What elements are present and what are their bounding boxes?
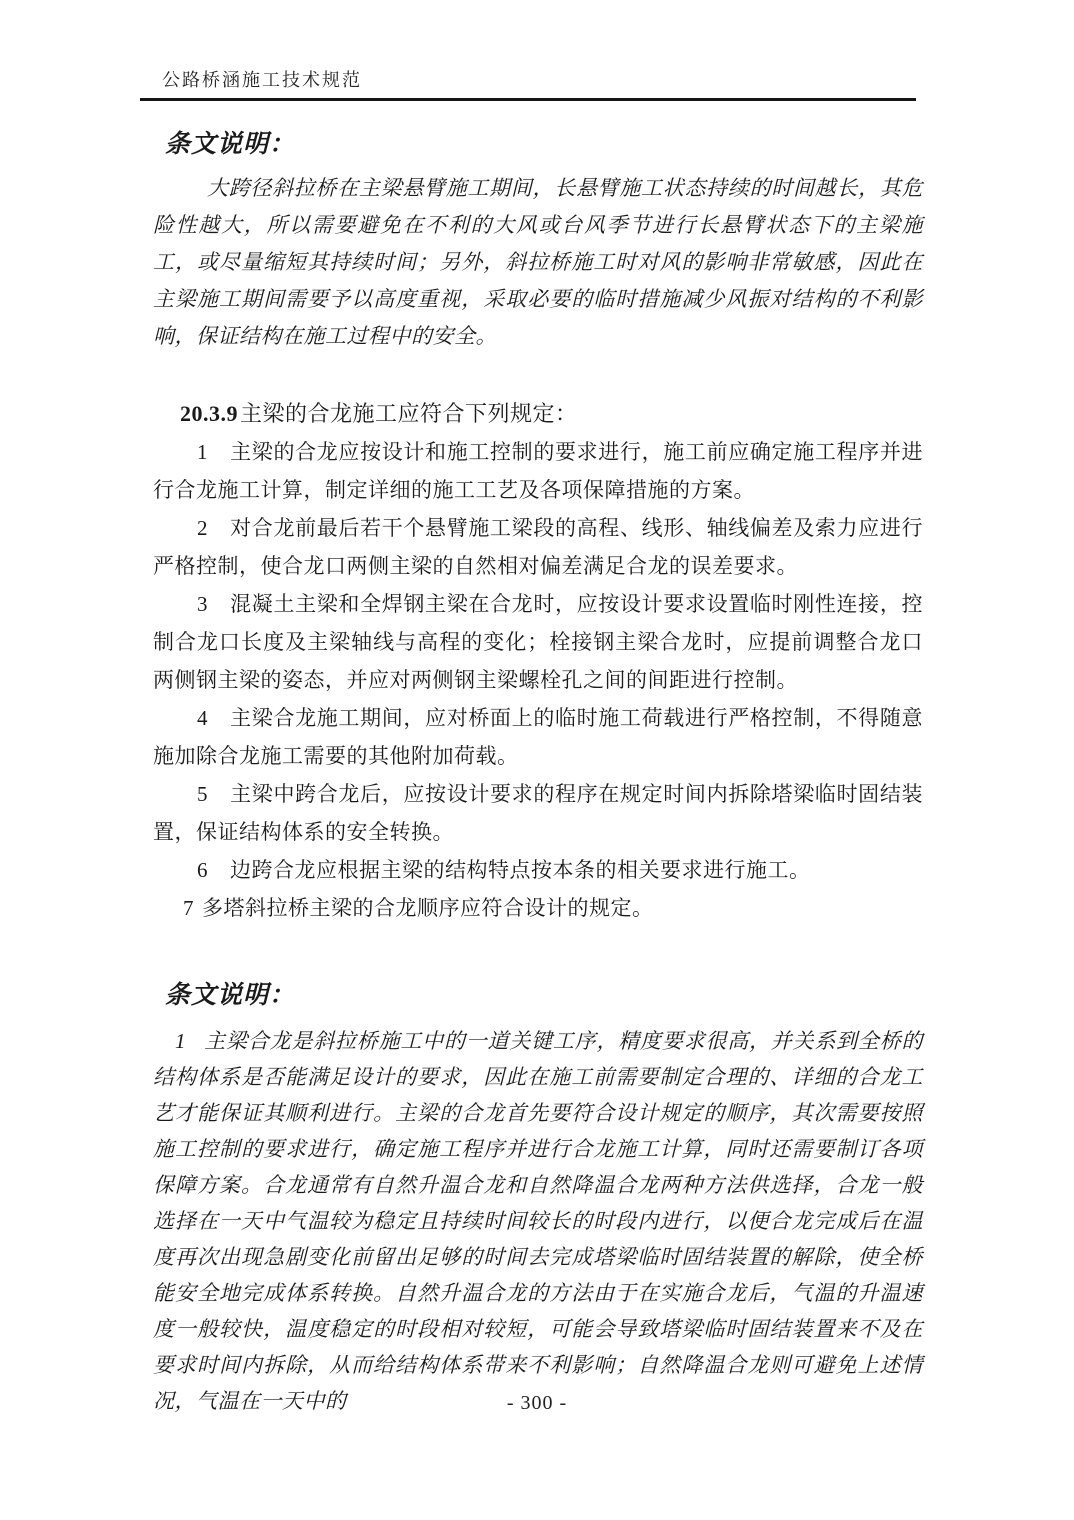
commentary-section-1 — [153, 130, 923, 355]
commentary-paragraph: 大跨径斜拉桥在主梁悬臂施工期间，长悬臂施工状态持续的时间越长，其危险性越大，所以需要避免在不利的大风或台风季节进行长悬臂状态下的主梁施工，或尽量缩短其持续时间；另外，斜拉桥施工时对风的影响非常敏感，因此在主梁施工期间需要予以高度重视，采取必要的临时措施减少风振对结构的不利影响，保证结构在施工过程中的安全。 — [153, 176, 923, 348]
clause-item-text: 主梁中跨合龙后，应按设计要求的程序在规定时间内拆除塔梁临时固结装置，保证结构体系的安全转换。 — [153, 782, 923, 844]
commentary-section-2 — [153, 981, 923, 1419]
clause-title: 主梁的合龙施工应符合下列规定： — [240, 401, 578, 426]
clause-item-text: 主梁的合龙应按设计和施工控制的要求进行，施工前应确定施工程序并进行合龙施工计算，制定详细的施工工艺及各项保障措施的方案。 — [153, 440, 923, 502]
clause-item-text: 混凝土主梁和全焊钢主梁在合龙时，应按设计要求设置临时刚性连接，控制合龙口长度及主梁轴线与高程的变化；栓接钢主梁合龙时，应提前调整合龙口两侧钢主梁的姿态，并应对两侧钢主梁螺栓孔之间的间距进行控制。 — [153, 592, 923, 692]
clause-item-text: 边跨合龙应根据主梁的结构特点按本条的相关要求进行施工。 — [230, 858, 811, 882]
clause-item — [153, 433, 923, 509]
clause-heading — [153, 395, 923, 433]
clause-item-number: 5 — [197, 782, 208, 806]
clause-item-number: 7 — [183, 896, 194, 920]
clause-item-text: 主梁合龙施工期间，应对桥面上的临时施工荷载进行严格控制，不得随意施加除合龙施工需要的其他附加荷载。 — [153, 706, 923, 768]
commentary-heading: 条文说明： — [165, 131, 296, 158]
clause-item-number: 1 — [197, 440, 208, 464]
clause-item-text: 多塔斜拉桥主梁的合龙顺序应符合设计的规定。 — [202, 896, 654, 920]
clause-item — [153, 889, 923, 927]
clause-item-text: 对合龙前最后若干个悬臂施工梁段的高程、线形、轴线偏差及索力应进行严格控制，使合龙口两侧主梁的自然相对偏差满足合龙的误差要求。 — [153, 516, 923, 578]
running-header — [140, 66, 916, 101]
commentary-paragraph-text: 主梁合龙是斜拉桥施工中的一道关键工序，精度要求很高，并关系到全桥的结构体系是否能满足设计的要求，因此在施工前需要制定合理的、详细的合龙工艺才能保证其顺利进行。主梁的合龙首先要符合设计规定的顺序，其次需要按照施工控制的要求进行，确定施工程序并进行合龙施工计算，同时还需要制订各项保障方案。合龙通常有自然升温合龙和自然降温合龙两种方法供选择，合龙一般选择在一天中气温较为稳定且持续时间较长的时段内进行，以便合龙完成后在温度再次出现急剧变化前留出足够的时间去完成塔梁临时固结装置的解除，使全桥能安全地完成体系转换。自然升温合龙的方法由于在实施合龙后，气温的升温速度一般较快，温度稳定的时段相对较短，可能会导致塔梁临时固结装置来不及在要求时间内拆除，从而给结构体系带来不利影响；自然降温合龙则可避免上述情况，气温在一天中的 — [153, 1029, 923, 1413]
commentary-heading: 条文说明： — [165, 982, 296, 1009]
commentary-item-number: 1 — [175, 1029, 186, 1053]
page-number: - 300 - — [506, 1392, 568, 1414]
clause-item-number: 2 — [197, 516, 208, 540]
clause-item-number: 3 — [197, 592, 208, 616]
clause-item — [153, 585, 923, 699]
clause-item — [153, 775, 923, 851]
clause-item — [153, 509, 923, 585]
clause-number: 20.3.9 — [180, 401, 238, 426]
clause-item-number: 4 — [197, 706, 208, 730]
commentary-paragraph — [153, 1023, 923, 1419]
page-body — [153, 130, 923, 1419]
clause-item-number: 6 — [197, 858, 208, 882]
clause-section — [153, 395, 923, 927]
clause-item — [153, 851, 923, 889]
clause-item — [153, 699, 923, 775]
header-title: 公路桥涵施工技术规范 — [162, 70, 362, 90]
